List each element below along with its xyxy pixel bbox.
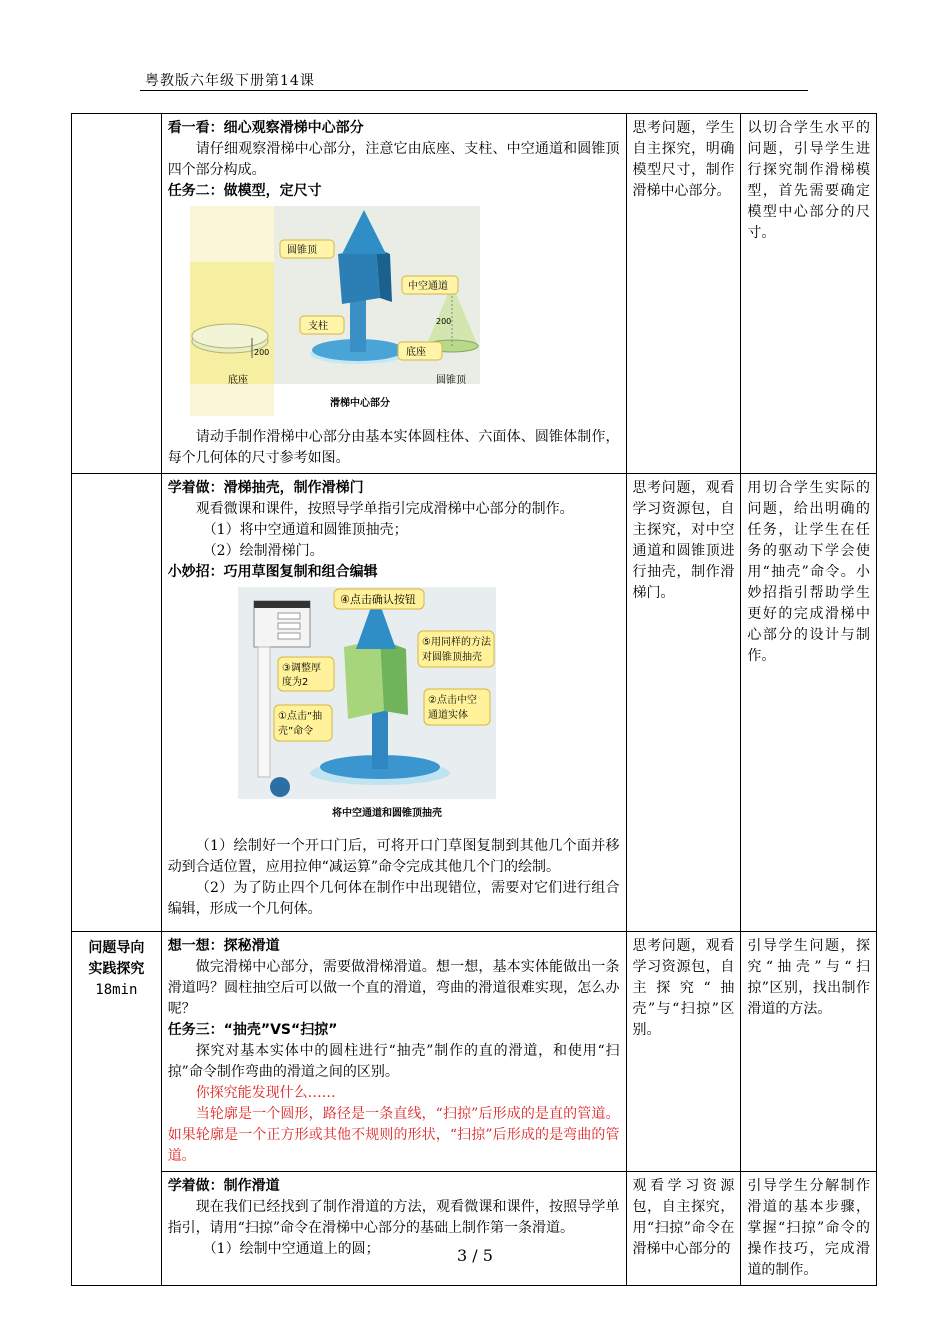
question-text: 你探究能发现什么…… <box>195 1085 336 1101</box>
section-heading: 想一想：探秘滑道 <box>167 938 280 954</box>
paragraph: 做完滑梯中心部分，需要做滑梯滑道。想一想，基本实体能做出一条滑道吗？圆柱抽空后可以做一个直的滑道，弯曲的滑道很难实现，怎么办呢？ <box>167 959 620 1017</box>
callout-step3-line1: ③调整厚 <box>281 663 321 674</box>
section-heading: 学着做：制作滑道 <box>167 1178 280 1194</box>
callout-step4: ④点击确认按钮 <box>339 593 416 606</box>
stage-title-line1: 问题导向 <box>88 940 145 956</box>
stage-cell <box>72 114 162 474</box>
callout-step1-line1: ①点击“抽 <box>277 711 322 722</box>
step-item: （2）绘制滑梯门。 <box>202 543 324 559</box>
step-item: （1）绘制中空通道上的圆； <box>202 1241 380 1257</box>
student-activity-cell: 思考问题，学生自主探究，明确模型尺寸，制作滑梯中心部分。 <box>626 114 741 474</box>
callout-cone: 圆锥顶 <box>286 245 317 256</box>
stage-cell <box>72 932 162 1286</box>
paragraph: 请仔细观察滑梯中心部分，注意它由底座、支柱、中空通道和圆锥顶四个部分构成。 <box>167 141 620 178</box>
activity-cell <box>161 932 626 1172</box>
design-intent-cell: 引导学生问题，探究“抽壳”与“扫掠”区别，找出制作滑道的方法。 <box>741 932 877 1172</box>
callout-step3-line2: 度为2 <box>281 677 309 688</box>
callout-step2-line1: ②点击中空 <box>427 695 477 706</box>
tip-heading: 小妙招：巧用草图复制和组合编辑 <box>167 564 378 580</box>
design-intent-cell: 用切合学生实际的问题，给出明确的任务，让学生在任务的驱动下学会使用“抽壳”命令。小妙招指引帮助学生更好的完成滑梯中心部分的设计与制作。 <box>741 474 877 932</box>
task-heading: 任务二：做模型，定尺寸 <box>167 183 322 199</box>
stage-cell <box>72 474 162 932</box>
callout-step5-line2: 对圆锥顶抽壳 <box>421 652 482 663</box>
figure-caption: 滑梯中心部分 <box>329 398 390 409</box>
callout-channel: 中空通道 <box>407 281 448 292</box>
activity-cell <box>161 474 626 932</box>
stage-title-line2: 实践探究 <box>88 961 145 977</box>
stage-duration: 18min <box>95 982 138 998</box>
student-activity-cell: 思考问题，观看学习资源包，自主探究，对中空通道和圆锥顶进行抽壳，制作滑梯门。 <box>626 474 741 932</box>
callout-step2-line2: 通道实体 <box>427 710 468 721</box>
paragraph: 现在我们已经找到了制作滑道的方法，观看微课和课件，按照导学单指引，请用“扫掠”命令在滑梯中心部分的基础上制作第一条滑道。 <box>167 1199 620 1236</box>
paragraph: （2）为了防止四个几何体在制作中出现错位，需要对它们进行组合编辑，形成一个几何体。 <box>167 880 620 917</box>
design-intent-cell: 以切合学生水平的问题，引导学生进行探究制作滑梯模型，首先需要确定模型中心部分的尺寸。 <box>741 114 877 474</box>
header-rule <box>140 90 808 91</box>
callout-pillar: 支柱 <box>307 321 328 332</box>
paragraph: （1）绘制好一个开口门后，可将开口门草图复制到其他几个面并移动到合适位置，应用拉伸“减运算”命令完成其他几个门的绘制。 <box>167 838 620 875</box>
step-item: （1）将中空通道和圆锥顶抽壳； <box>202 522 408 538</box>
paragraph: 观看微课和课件，按照导学单指引完成滑梯中心部分的制作。 <box>195 501 574 517</box>
paragraph: 请动手制作滑梯中心部分由基本实体圆柱体、六面体、圆锥体制作，每个几何体的尺寸参考如图。 <box>167 429 620 466</box>
callout-base: 底座 <box>405 347 426 358</box>
table-row <box>72 474 877 932</box>
section-heading: 看一看：细心观察滑梯中心部分 <box>167 120 364 136</box>
dimension-label: 200 <box>253 348 269 357</box>
activity-cell <box>161 1172 626 1286</box>
shell-operation-figure <box>238 587 620 832</box>
dimension-label: 200 <box>435 317 451 326</box>
table-row <box>72 1172 877 1286</box>
slide-center-figure <box>190 206 620 423</box>
student-activity-cell: 思考问题，观看学习资源包，自主探究“抽壳”与“扫掠”区别。 <box>626 932 741 1172</box>
figure-left-label: 底座 <box>227 375 248 386</box>
student-activity-cell: 观看学习资源包，自主探究，用“扫掠”命令在滑梯中心部分的 <box>626 1172 741 1286</box>
figure-right-label: 圆锥顶 <box>435 375 466 386</box>
table-row <box>72 114 877 474</box>
page-number: 3 / 5 <box>457 1246 493 1265</box>
lesson-table <box>71 113 877 1286</box>
activity-cell <box>161 114 626 474</box>
figure-caption: 将中空通道和圆锥顶抽壳 <box>331 808 442 819</box>
document-header: 粤教版六年级下册第14课 <box>145 73 315 89</box>
task-heading: 任务三：“抽壳”VS“扫掠” <box>167 1022 338 1038</box>
section-heading: 学着做：滑梯抽壳，制作滑梯门 <box>167 480 364 496</box>
design-intent-cell: 引导学生分解制作滑道的基本步骤，掌握“扫掠”命令的操作技巧，完成滑道的制作。 <box>741 1172 877 1286</box>
paragraph: 探究对基本实体中的圆柱进行“抽壳”制作的直的滑道，和使用“扫掠”命令制作弯曲的滑道之间的区别。 <box>167 1043 620 1080</box>
answer-text: 当轮廓是一个圆形，路径是一条直线，“扫掠”后形成的是直的管道。如果轮廓是一个正方形或其他不规则的形状，“扫掠”后形成的是弯曲的管道。 <box>167 1106 620 1164</box>
callout-step1-line2: 壳”命令 <box>277 726 313 737</box>
table-row <box>72 932 877 1172</box>
callout-step5-line1: ⑤用同样的方法 <box>421 637 491 648</box>
